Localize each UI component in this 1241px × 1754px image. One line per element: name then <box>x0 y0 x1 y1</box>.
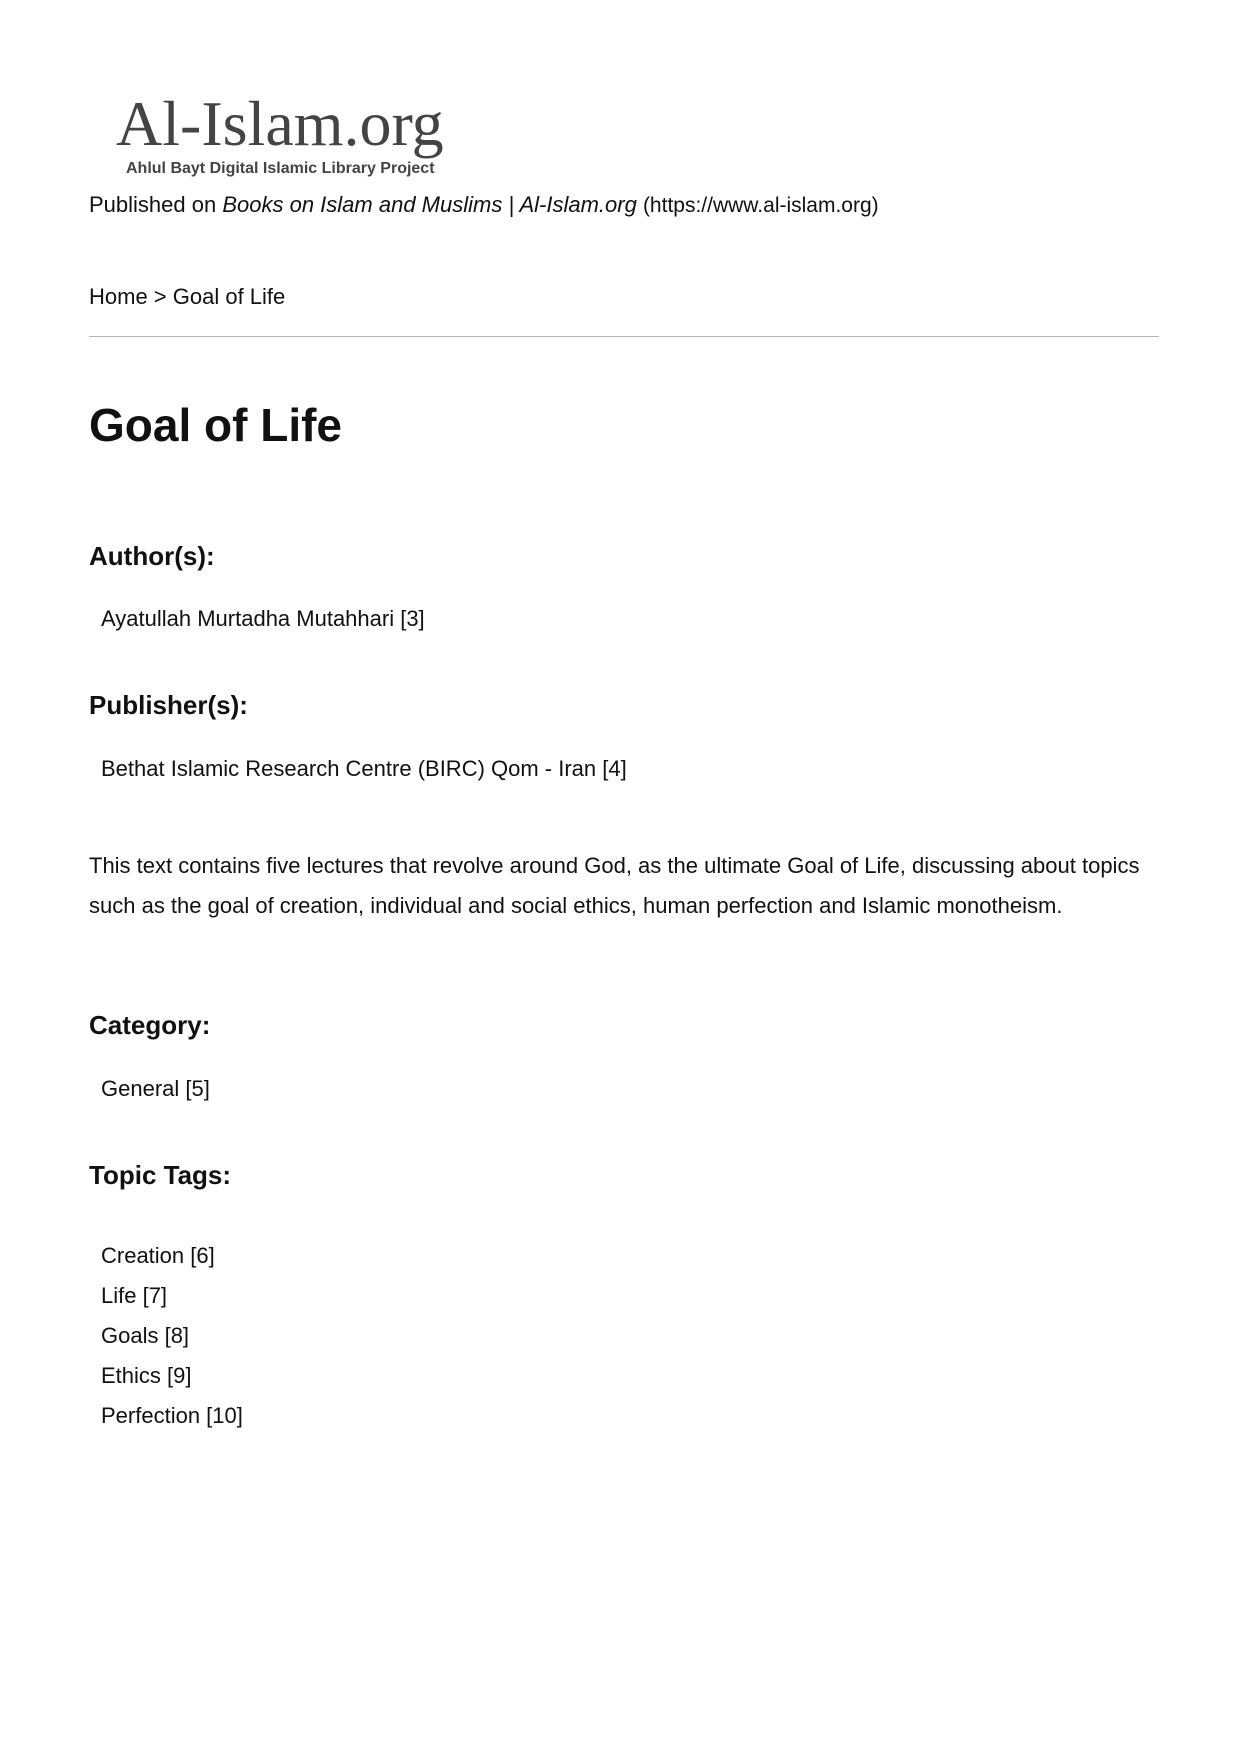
topic-tag-creation[interactable]: Creation [6] <box>101 1243 215 1268</box>
topic-tag-perfection[interactable]: Perfection [10] <box>101 1403 243 1428</box>
book-description: This text contains five lectures that revolve around God, as the ultimate Goal of Life, discussing about topics such as the goal of creation, individual and social ethics, human perfection and Islamic monotheism. <box>89 853 1140 918</box>
topic-tag-list <box>101 1236 243 1436</box>
breadcrumb-home-link[interactable]: Home <box>89 284 148 309</box>
publishers-heading: Publisher(s): <box>89 690 248 720</box>
authors-heading: Author(s): <box>89 541 215 571</box>
logo-tagline: Ahlul Bayt Digital Islamic Library Project <box>126 160 435 177</box>
breadcrumb-separator: > <box>147 284 173 309</box>
topic-tag-ethics[interactable]: Ethics [9] <box>101 1363 192 1388</box>
topic-tag-life[interactable]: Life [7] <box>101 1283 168 1308</box>
page-title: Goal of Life <box>89 399 342 451</box>
logo-wordmark: Al-Islam.org <box>116 88 444 159</box>
site-logo[interactable] <box>116 88 556 182</box>
published-prefix: Published on <box>89 192 223 217</box>
published-url: (https://www.al-islam.org) <box>642 194 879 217</box>
breadcrumb-current: Goal of Life <box>172 284 286 309</box>
publisher-link[interactable]: Bethat Islamic Research Centre (BIRC) Qom - Iran [4] <box>101 756 627 781</box>
breadcrumb <box>89 284 285 310</box>
category-heading: Category: <box>89 1010 211 1040</box>
divider <box>89 336 1159 337</box>
category-link[interactable]: General [5] <box>101 1076 210 1101</box>
topic-tags-heading: Topic Tags: <box>89 1160 232 1190</box>
author-link[interactable]: Ayatullah Murtadha Mutahhari [3] <box>101 606 425 631</box>
published-line <box>89 192 879 218</box>
topic-tag-goals[interactable]: Goals [8] <box>101 1323 190 1348</box>
published-site: Books on Islam and Muslims | Al-Islam.org <box>222 192 637 217</box>
